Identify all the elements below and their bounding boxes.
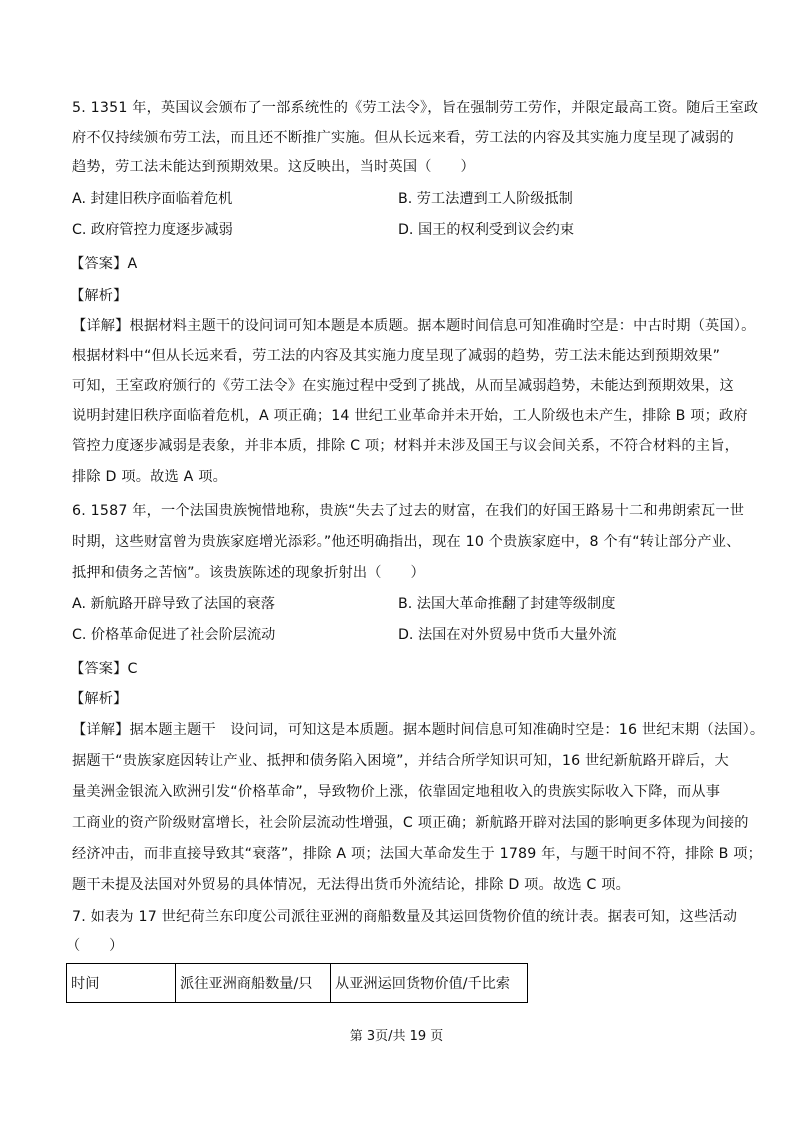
q5-detail-line: 管控力度逐步减弱是表象，并非本质，排除 C 项；材料并未涉及国王与议会间关系，不符合材料的主旨， (72, 438, 739, 454)
q6-detail-line: 工商业的资产阶级财富增长，社会阶层流动性增强，C 项正确；新航路开辟对法国的影响更多体现为间接的 (72, 815, 749, 831)
q5-answer: 【答案】A (70, 256, 138, 272)
q6-answer: 【答案】C (70, 661, 138, 677)
q6-detail-line: 【详解】据本题主题干 设问词，可知这是本质题。据本题时间信息可知准确时空是：16 世纪末期（法国）。 (72, 722, 765, 738)
q7-table (66, 963, 528, 1003)
q6-detail-line: 经济冲击，而非直接导致其“衰落”，排除 A 项；法国大革命发生于 1789 年，与题干时间不符，排除 B 项； (72, 846, 762, 862)
q6-option-b: B. 法国大革命推翻了封建等级制度 (398, 596, 616, 612)
q6-option-d: D. 法国在对外贸易中货币大量外流 (398, 627, 617, 643)
q5-option-b: B. 劳工法遭到工人阶级抵制 (398, 191, 573, 207)
page-footer: 第 3页/共 19 页 (349, 1029, 444, 1044)
table-header-cell: 时间 (67, 964, 176, 1003)
q5-analysis-label: 【解析】 (70, 288, 128, 304)
q5-stem-line: 5. 1351 年，英国议会颁布了一部系统性的《劳工法令》，旨在强制劳工劳作，并限定最高工资。随后王室政 (72, 100, 759, 116)
q6-stem-line: 6. 1587 年，一个法国贵族惋惜地称，贵族“失去了过去的财富，在我们的好国王路易十二和弗朗索瓦一世 (72, 503, 745, 519)
q6-stem-line: 时期，这些财富曾为贵族家庭增光添彩。”他还明确指出，现在 10 个贵族家庭中，8 个有“转让部分产业、 (72, 534, 741, 550)
q7-stem-line: 7. 如表为 17 世纪荷兰东印度公司派往亚洲的商船数量及其运回货物价值的统计表。据表可知，这些活动 (72, 909, 738, 925)
q6-option-a: A. 新航路开辟导致了法国的衰落 (72, 596, 275, 612)
q6-analysis-label: 【解析】 (70, 691, 128, 707)
q5-stem-line: 趋势，劳工法未能达到预期效果。这反映出，当时英国（ ） (72, 159, 475, 175)
q5-option-a: A. 封建旧秩序面临着危机 (72, 191, 233, 207)
q6-detail-line: 据题干“贵族家庭因转让产业、抵押和债务陷入困境”，并结合所学知识可知，16 世纪新航路开辟后，大 (72, 753, 729, 769)
q5-detail-line: 说明封建旧秩序面临着危机，A 项正确；14 世纪工业革命并未开始，工人阶级也未产生，排除 B 项；政府 (72, 408, 748, 424)
table-header-row (67, 964, 528, 1003)
q6-detail-line: 量美洲金银流入欧洲引发“价格革命”，导致物价上涨，依靠固定地租收入的贵族实际收入下降，而从事 (72, 784, 721, 800)
table-header-cell: 派往亚洲商船数量/只 (176, 964, 331, 1003)
q5-detail-line: 排除 D 项。故选 A 项。 (72, 469, 227, 485)
q5-option-d: D. 国王的权利受到议会约束 (398, 222, 575, 238)
q5-option-c: C. 政府管控力度逐步减弱 (72, 222, 233, 238)
q5-detail-line: 根据材料中“但从长远来看，劳工法的内容及其实施力度呈现了减弱的趋势，劳工法未能达到预期效果” (72, 348, 721, 364)
q5-detail-line: 可知，王室政府颁行的《劳工法令》在实施过程中受到了挑战，从而呈减弱趋势，未能达到预期效果，这 (72, 378, 734, 394)
q6-option-c: C. 价格革命促进了社会阶层流动 (72, 627, 276, 643)
q5-stem-line: 府不仅持续颁布劳工法，而且还不断推广实施。但从长远来看，劳工法的内容及其实施力度呈现了减弱的 (72, 130, 734, 146)
q5-detail-line: 【详解】根据材料主题干的设问词可知本题是本质题。据本题时间信息可知准确时空是：中古时期（英国）。 (72, 318, 756, 334)
q6-detail-line: 题干未提及法国对外贸易的具体情况，无法得出货币外流结论，排除 D 项。故选 C 项。 (72, 877, 631, 893)
table-header-cell: 从亚洲运回货物价值/千比索 (331, 964, 528, 1003)
q7-stem-line: （ ） (66, 938, 124, 954)
q6-stem-line: 抵押和债务之苦恼”。该贵族陈述的现象折射出（ ） (72, 565, 425, 581)
